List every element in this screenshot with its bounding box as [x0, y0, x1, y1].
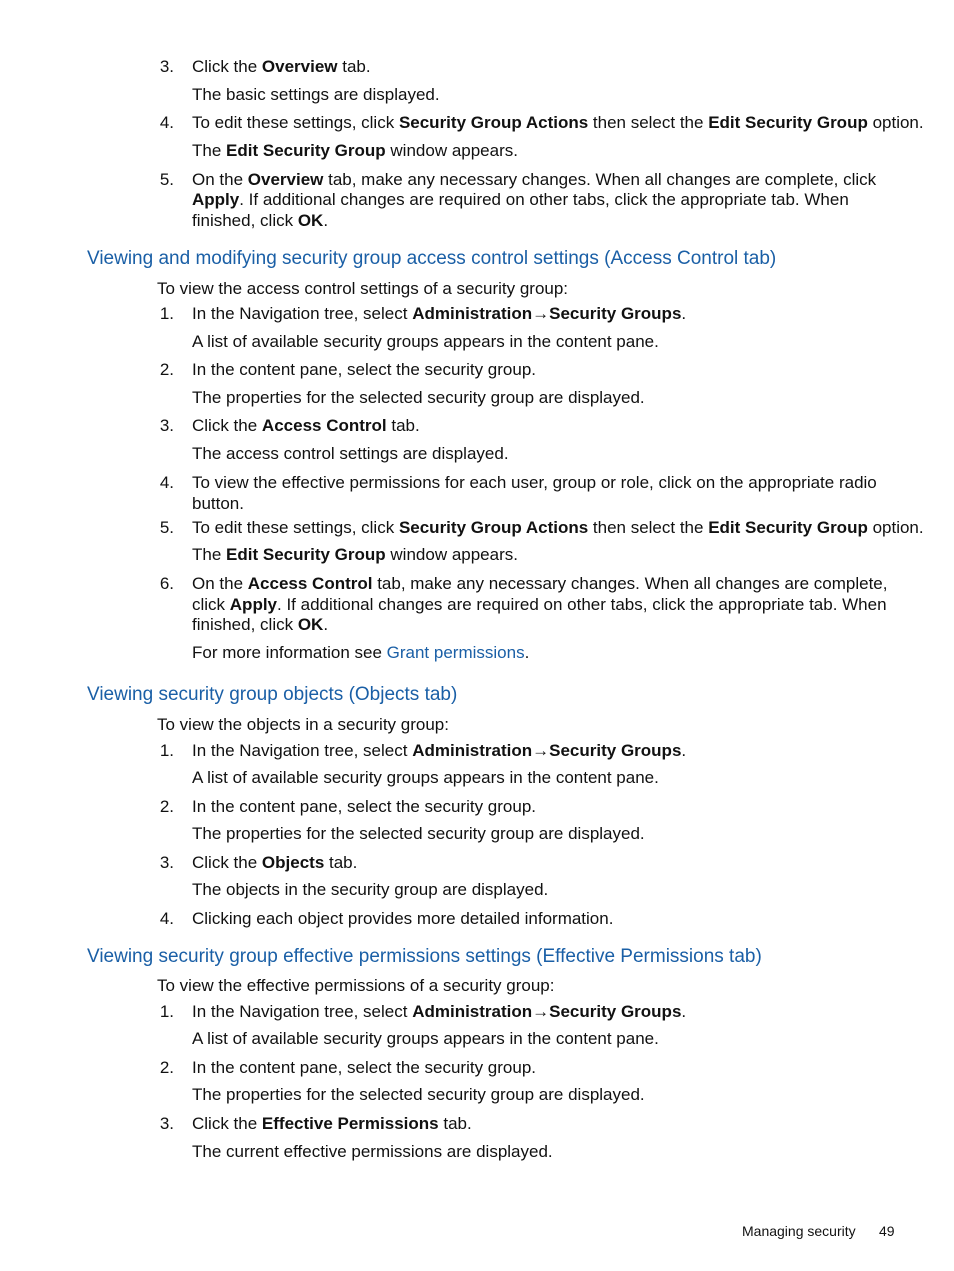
step-result: The basic settings are displayed.: [192, 85, 440, 104]
list-number: 2.: [159, 797, 174, 816]
step-result: The Edit Security Group window appears.: [192, 141, 518, 160]
section-intro: To view the objects in a security group:: [157, 715, 449, 734]
list-item: Click the Overview tab.: [192, 57, 371, 76]
step-result: The access control settings are displayed.: [192, 444, 509, 463]
list-number: 4.: [159, 113, 174, 132]
list-item: In the Navigation tree, select Administration→Security Groups.: [192, 304, 687, 323]
step-result: A list of available security groups appears in the content pane.: [192, 332, 659, 351]
list-item: In the Navigation tree, select Administration→Security Groups.: [192, 1002, 687, 1021]
step-result: The properties for the selected security group are displayed.: [192, 1085, 645, 1104]
section-heading: Viewing security group objects (Objects tab): [87, 684, 458, 705]
list-item-continued: finished, click OK.: [192, 615, 329, 634]
list-number: 1.: [159, 304, 174, 323]
arrow-icon: →: [532, 1002, 550, 1021]
list-item: To edit these settings, click Security Group Actions then select the Edit Security Group option.: [192, 518, 924, 537]
list-item: In the content pane, select the security group.: [192, 360, 536, 379]
step-result: The current effective permissions are displayed.: [192, 1142, 553, 1161]
list-number: 5.: [159, 170, 174, 189]
list-item-continued: finished, click OK.: [192, 211, 329, 230]
list-item: Click the Effective Permissions tab.: [192, 1114, 472, 1133]
list-number: 3.: [159, 853, 174, 872]
list-item: To view the effective permissions for each user, group or role, click on the appropriate radio: [192, 473, 877, 492]
list-number: 1.: [159, 1002, 174, 1021]
step-result: A list of available security groups appears in the content pane.: [192, 1029, 659, 1048]
list-item: Clicking each object provides more detailed information.: [192, 909, 614, 928]
grant-permissions-link[interactable]: Grant permissions: [386, 643, 525, 662]
list-number: 4.: [159, 473, 174, 492]
list-item-continued: click Apply. If additional changes are required on other tabs, click the appropriate tab. When: [192, 595, 887, 614]
step-result: The properties for the selected security group are displayed.: [192, 824, 645, 843]
step-result: The Edit Security Group window appears.: [192, 545, 518, 564]
arrow-icon: →: [532, 304, 550, 323]
list-item-continued: button.: [192, 494, 244, 513]
list-number: 3.: [159, 1114, 174, 1133]
list-item-continued: Apply. If additional changes are required on other tabs, click the appropriate tab. When: [192, 190, 849, 209]
list-item: Click the Objects tab.: [192, 853, 358, 872]
list-item: Click the Access Control tab.: [192, 416, 420, 435]
list-number: 1.: [159, 741, 174, 760]
arrow-icon: →: [532, 741, 550, 760]
list-number: 3.: [159, 416, 174, 435]
list-number: 4.: [159, 909, 174, 928]
more-info: For more information see Grant permissions.: [192, 643, 530, 662]
section-heading: Viewing and modifying security group access control settings (Access Control tab): [87, 248, 777, 269]
section-heading: Viewing security group effective permissions settings (Effective Permissions tab): [87, 946, 762, 967]
list-item: In the content pane, select the security group.: [192, 1058, 536, 1077]
section-intro: To view the effective permissions of a security group:: [157, 976, 555, 995]
list-number: 2.: [159, 360, 174, 379]
list-item: To edit these settings, click Security Group Actions then select the Edit Security Group option.: [192, 113, 924, 132]
list-number: 3.: [159, 57, 174, 76]
step-result: A list of available security groups appears in the content pane.: [192, 768, 659, 787]
list-number: 2.: [159, 1058, 174, 1077]
list-item: In the Navigation tree, select Administration→Security Groups.: [192, 741, 687, 760]
list-item: On the Access Control tab, make any necessary changes. When all changes are complete,: [192, 574, 888, 593]
list-item: On the Overview tab, make any necessary changes. When all changes are complete, click: [192, 170, 877, 189]
page-number: 49: [879, 1223, 895, 1239]
footer-section-title: Managing security: [742, 1223, 856, 1239]
section-intro: To view the access control settings of a security group:: [157, 279, 569, 298]
list-number: 5.: [159, 518, 174, 537]
list-item: In the content pane, select the security group.: [192, 797, 536, 816]
step-result: The properties for the selected security group are displayed.: [192, 388, 645, 407]
step-result: The objects in the security group are displayed.: [192, 880, 549, 899]
list-number: 6.: [159, 574, 174, 593]
